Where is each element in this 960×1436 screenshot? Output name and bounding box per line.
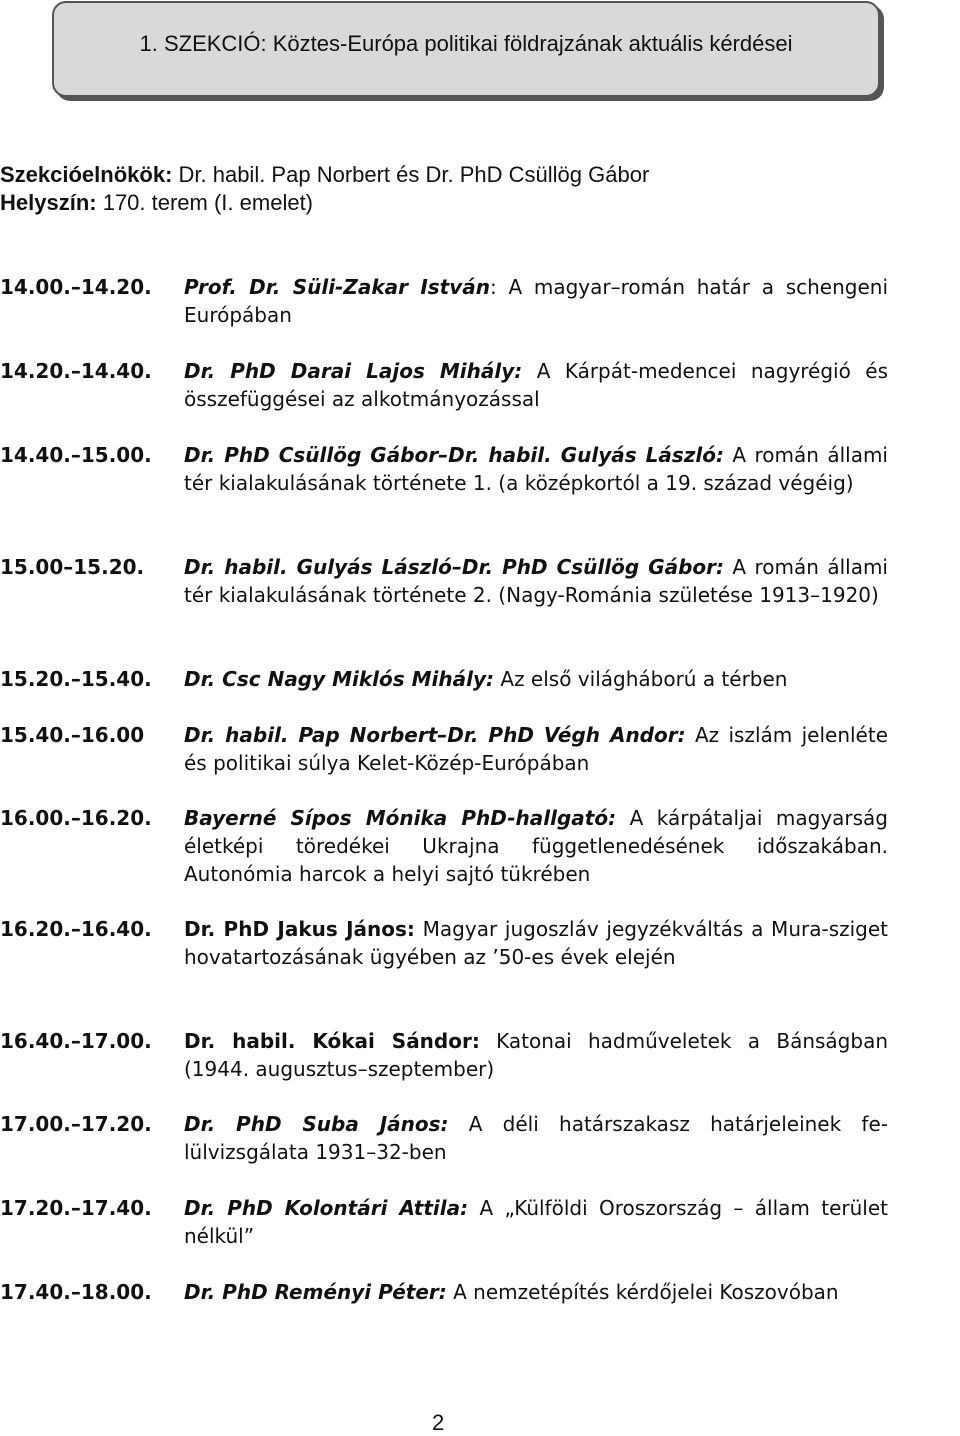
speaker: Dr. PhD Reményi Péter:	[184, 1280, 447, 1304]
talk-title: : A magyar–román határ a schengeni Európában	[184, 275, 888, 327]
speaker: Dr. habil. Gulyás László–Dr. PhD Csüllög Gábor:	[184, 555, 725, 579]
talk-title: Az iszlám jelenléte és politikai súlya Kelet-Közép-Európában	[184, 723, 889, 775]
venue-label: Helyszín:	[0, 190, 97, 215]
talk-title: Az első világháború a térben	[494, 667, 788, 691]
time-slot: 14.00.–14.20.	[0, 275, 152, 299]
speaker: Dr. PhD Suba János:	[184, 1112, 449, 1136]
speaker: Dr. habil. Kókai Sándor:	[184, 1029, 480, 1053]
schedule-item	[0, 553, 888, 609]
time-slot: 17.20.–17.40.	[0, 1196, 152, 1220]
time-slot: 14.40.–15.00.	[0, 443, 152, 467]
talk-title: A „Külföldi Oroszország – állam terület nélkül”	[184, 1196, 889, 1248]
section-title: 1. SZEKCIÓ: Köztes-Európa politikai földrajzának aktuális kérdései	[139, 31, 793, 56]
time-slot: 15.20.–15.40.	[0, 667, 152, 691]
section-header	[52, 1, 880, 97]
schedule-item	[0, 357, 888, 413]
schedule-item	[0, 1027, 888, 1083]
speaker: Dr. Csc Nagy Miklós Mihály:	[184, 667, 495, 691]
speaker: Dr. PhD Jakus János:	[184, 917, 415, 941]
speaker: Bayerné Sípos Mónika PhD-hallgató:	[184, 806, 617, 830]
time-slot: 16.40.–17.00.	[0, 1029, 152, 1053]
schedule-item	[0, 1110, 888, 1166]
time-slot: 16.00.–16.20.	[0, 806, 152, 830]
talk-title: A kárpátaljai magyarság életképi töredékei Ukrajna függetlenedésének időszakában. Autonómia harcok a helyi sajtó tükrében	[184, 806, 889, 886]
speaker: Dr. PhD Kolontári Attila:	[184, 1196, 469, 1220]
speaker: Prof. Dr. Süli-Zakar István	[184, 275, 491, 299]
schedule-item	[0, 665, 888, 693]
schedule-item	[0, 273, 888, 329]
speaker: Dr. PhD Csüllög Gábor–Dr. habil. Gulyás László:	[184, 443, 725, 467]
chairs-line	[0, 161, 649, 189]
schedule-item	[0, 915, 888, 971]
time-slot: 16.20.–16.40.	[0, 917, 152, 941]
time-slot: 17.40.–18.00.	[0, 1280, 152, 1304]
time-slot: 14.20.–14.40.	[0, 359, 152, 383]
time-slot: 15.00–15.20.	[0, 555, 145, 579]
schedule-item	[0, 1278, 888, 1306]
talk-title: A Kárpát-medencei nagyrégió és összefüggései az alkotmányozással	[184, 359, 889, 411]
venue-line	[0, 189, 313, 217]
talk-title: Magyar jugoszláv jegyzékváltás a Mura-sziget hovatartozásának ügyében az ’50-es évek elején	[184, 917, 889, 969]
venue-value: 170. terem (I. emelet)	[96, 190, 314, 215]
speaker: Dr. habil. Pap Norbert–Dr. PhD Végh Andor:	[184, 723, 686, 747]
schedule-item	[0, 804, 888, 888]
time-slot: 17.00.–17.20.	[0, 1112, 152, 1136]
talk-title: A román állami tér kialakulásának története 2. (Nagy-Románia születése 1913–1920)	[184, 555, 888, 607]
time-slot: 15.40.–16.00	[0, 723, 145, 747]
talk-title: Katonai hadműveletek a Bánságban (1944. augusztus–szeptember)	[184, 1029, 888, 1081]
speaker: Dr. PhD Darai Lajos Mihály:	[184, 359, 523, 383]
talk-title: A román állami tér kialakulásának története 1. (a középkortól a 19. század végéig)	[184, 443, 888, 495]
schedule-item	[0, 721, 888, 777]
schedule-item	[0, 441, 888, 497]
talk-title: A nemzetépítés kérdőjelei Koszovóban	[446, 1280, 839, 1304]
schedule-item	[0, 1194, 888, 1250]
chairs-label: Szekcióelnökök:	[0, 162, 173, 187]
talk-title: A déli határszakasz határjeleinek felülvizsgálata 1931–32-ben	[184, 1112, 888, 1164]
page-number: 2	[432, 1410, 445, 1435]
chairs-value: Dr. habil. Pap Norbert és Dr. PhD Csüllög Gábor	[172, 162, 650, 187]
